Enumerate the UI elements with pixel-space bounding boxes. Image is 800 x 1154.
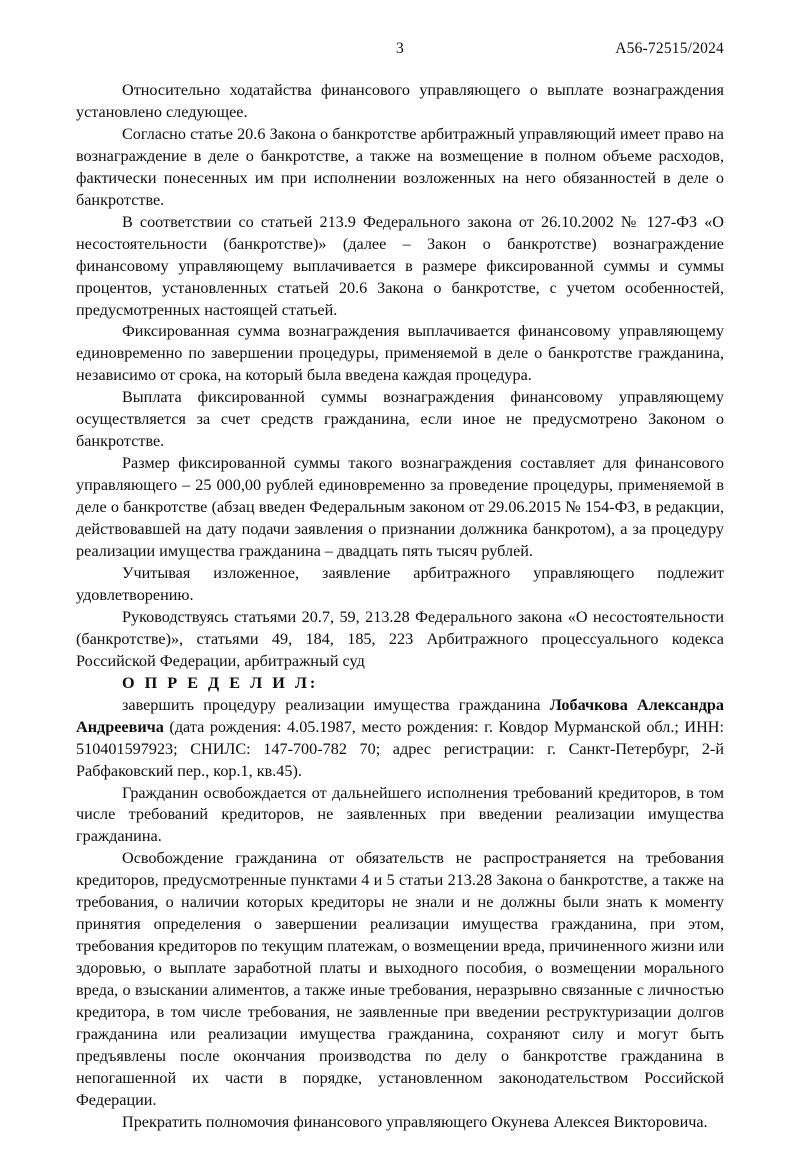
ruling-paragraph <box>76 695 724 783</box>
paragraph-1: Относительно ходатайства финансового управляющего о выплате вознаграждения установлено следующее. <box>76 81 724 121</box>
case-number: А56-72515/2024 <box>615 40 724 57</box>
paragraph-after-3: Прекратить полномочия финансового управляющего Окунева Алексея Викторовича. <box>122 1112 708 1131</box>
paragraph-2: Согласно статье 20.6 Закона о банкротстве арбитражный управляющий имеет право на вознаграждение в деле о банкротстве, а также на возмещение в полном объеме расходов, фактически понесенных им при исполнении возложенных на него обязанностей в деле о банкротстве. <box>76 124 724 209</box>
ruling-suffix: (дата рождения: 4.05.1987, место рождения: г. Ковдор Мурманской обл.; ИНН: 510401597923; СНИЛС: 147-700-782 70; адрес регистрации: г. Санкт-Петербург, 2-й Рабфаковский пер., кор.1, кв.45). <box>76 717 724 780</box>
paragraph-after-1: Гражданин освобождается от дальнейшего исполнения требований кредиторов, в том числе требований кредиторов, не заявленных при введении реализации имущества гражданина. <box>76 783 724 846</box>
page-number: 3 <box>396 40 404 57</box>
paragraph-5: Выплата фиксированной суммы вознаграждения финансовому управляющему осуществляется за счет средств гражданина, если иное не предусмотрено Законом о банкротстве. <box>76 388 724 451</box>
debtor-name: Лобачкова Александра Андреевича <box>76 695 725 736</box>
paragraph-6: Размер фиксированной суммы такого вознаграждения составляет для финансового управляющего – 25 000,00 рублей единовременно за проведение процедуры, применяемой в деле о банкротстве (абзац введен Федеральным законом от 29.06.2015 № 154-ФЗ, в редакции, действовавшей на дату подачи заявления о признании должника банкротом), а за процедуру реализации имущества гражданина – двадцать пять тысяч рублей. <box>76 454 724 561</box>
ruling-prefix: завершить процедуру реализации имущества гражданина <box>122 695 550 714</box>
paragraph-4: Фиксированная сумма вознаграждения выплачивается финансовому управляющему единовременно по завершении процедуры, применяемой в деле о банкротстве гражданина, независимо от срока, на который была введена каждая процедура. <box>76 322 724 385</box>
paragraph-8: Руководствуясь статьями 20.7, 59, 213.28 Федерального закона «О несостоятельности (банкротстве)», статьями 49, 184, 185, 223 Арбитражного процессуального кодекса Российской Федерации, арбитражный суд <box>76 607 724 670</box>
document-body <box>76 80 724 1134</box>
page-header <box>76 40 724 64</box>
ruling-heading: О П Р Е Д Е Л И Л: <box>122 673 319 692</box>
paragraph-7: Учитывая изложенное, заявление арбитражного управляющего подлежит удовлетворению. <box>76 563 724 604</box>
paragraph-after-2: Освобождение гражданина от обязательств не распространяется на требования кредиторов, предусмотренные пунктами 4 и 5 статьи 213.28 Закона о банкротстве, а также на требования, о наличии которых кредиторы не знали и не должны были знать к моменту принятия определения о завершении реализации имущества гражданина, при этом, требования кредиторов по текущим платежам, о возмещении вреда, причиненного жизни или здоровью, о выплате заработной платы и выходного пособия, о возмещении морального вреда, о взыскании алиментов, а также иные требования, неразрывно связанные с личностью кредитора, в том числе требования, не заявленные при введении реструктуризации долгов гражданина или реализации имущества гражданина, сохраняют силу и могут быть предъявлены после окончания производства по делу о банкротстве гражданина в непогашенной их части в порядке, установленном законодательством Российской Федерации. <box>76 849 724 1109</box>
paragraph-3: В соответствии со статьей 213.9 Федерального закона от 26.10.2002 № 127-ФЗ «О несостоятельности (банкротстве)» (далее – Закон о банкротстве) вознаграждение финансовому управляющему выплачивается в размере фиксированной суммы и суммы процентов, установленных статьей 20.6 Закона о банкротстве, с учетом особенностей, предусмотренных настоящей статьей. <box>76 212 724 319</box>
